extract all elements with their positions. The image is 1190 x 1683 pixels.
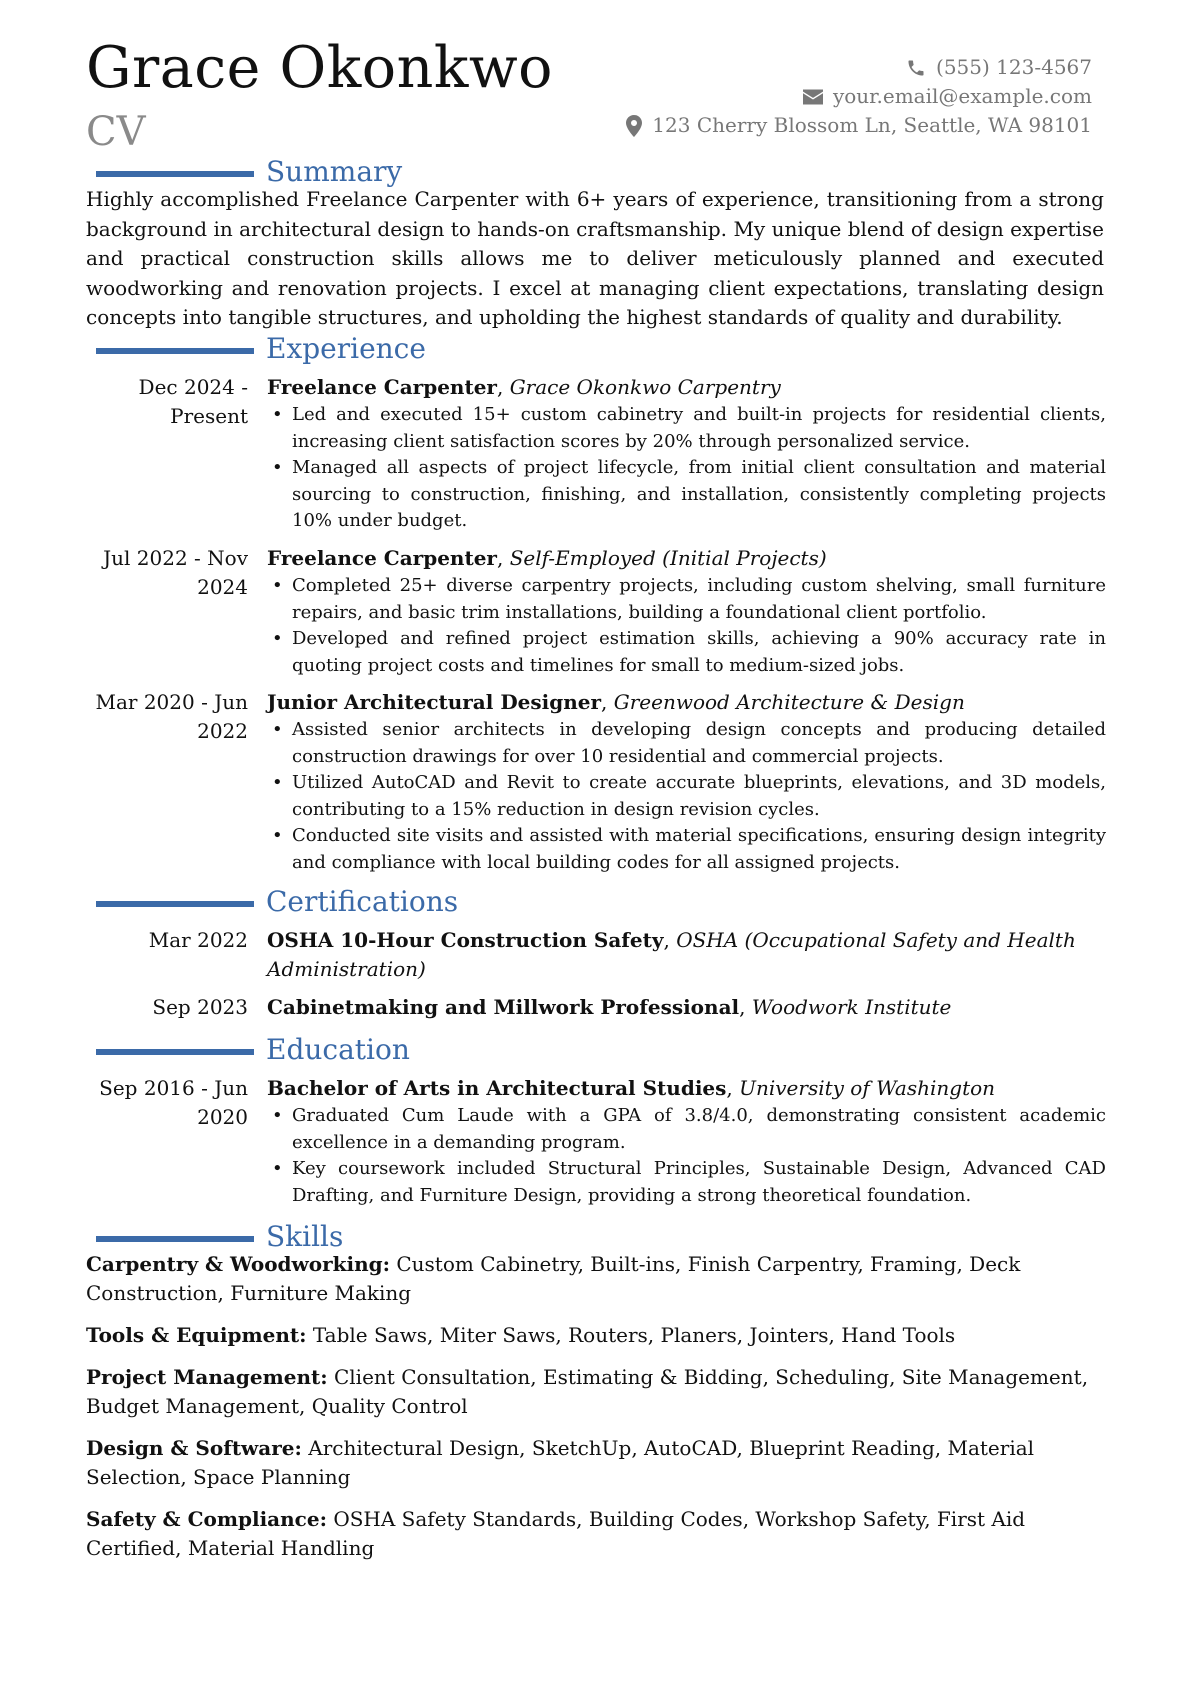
contact-block: [626, 53, 1092, 140]
envelope-icon: [803, 89, 823, 105]
map-pin-icon: [626, 115, 642, 137]
entry-content: [267, 1074, 1106, 1209]
entry-org: Self-Employed (Initial Projects): [509, 546, 827, 570]
contact-email[interactable]: [626, 82, 1092, 111]
entry-title: Freelance Carpenter, Self-Employed (Initial Projects): [267, 546, 827, 570]
bullet-item: • Managed all aspects of project lifecycle, from initial client consultation and material sourcing to construction, finishing, and installation, consistently completing projects 10% under budget.: [267, 455, 1106, 535]
cert-name: Cabinetmaking and Millwork Professional: [267, 995, 740, 1019]
entry-content: [267, 993, 1106, 1022]
bullet-item: • Developed and refined project estimation skills, achieving a 90% accuracy rate in quoting project costs and timelines for small to medium-sized jobs.: [267, 626, 1106, 679]
contact-address: [626, 111, 1092, 140]
entry-title: Junior Architectural Designer, Greenwood Architecture & Design: [267, 690, 965, 714]
entry-date: Sep 2016 - Jun 2020: [99, 1076, 248, 1129]
skill-row: [86, 1321, 1116, 1350]
entry-org: Greenwood Architecture & Design: [613, 690, 965, 714]
entry-content: [267, 373, 1106, 535]
cert-name: OSHA 10-Hour Construction Safety: [267, 928, 664, 952]
skill-row: [86, 1505, 1116, 1563]
bullet-item: • Led and executed 15+ custom cabinetry and built-in projects for residential clients, increasing client satisfaction scores by 20% through personalized service.: [267, 402, 1106, 455]
bullet-item: • Graduated Cum Laude with a GPA of 3.8/4.0, demonstrating consistent academic excellence in a demanding program.: [267, 1103, 1106, 1156]
section-title: Summary: [266, 155, 403, 188]
bullet-item: • Assisted senior architects in developing design concepts and producing detailed construction drawings for over 10 residential and commercial projects.: [267, 717, 1106, 770]
bullet-item: • Utilized AutoCAD and Revit to create accurate blueprints, elevations, and 3D models, contributing to a 15% reduction in design revision cycles.: [267, 770, 1106, 823]
entry-date: Jul 2022 - Nov 2024: [103, 546, 248, 599]
entry-content: [267, 544, 1106, 679]
document-subtitle: CV: [86, 109, 146, 155]
email-text[interactable]: your.email@example.com: [832, 84, 1092, 108]
section-title: Experience: [266, 332, 426, 365]
entry-content: [267, 688, 1106, 876]
candidate-name: Grace Okonkwo: [86, 35, 553, 101]
entry-bullets: [267, 402, 1106, 535]
school-name: University of Washington: [739, 1076, 996, 1100]
section-accent-bar: [96, 348, 254, 354]
skill-value: OSHA Safety Standards, Building Codes, Workshop Safety, First Aid Certified, Material Handling: [86, 1507, 1026, 1560]
entry-title: Freelance Carpenter, Grace Okonkwo Carpentry: [267, 375, 781, 399]
entry-content: [267, 926, 1106, 984]
cert-org: OSHA (Occupational Safety and Health Administration): [267, 928, 1076, 981]
phone-text: (555) 123-4567: [936, 55, 1092, 79]
bullet-item: • Key coursework included Structural Principles, Sustainable Design, Advanced CAD Drafting, and Furniture Design, providing a strong theoretical foundation.: [267, 1156, 1106, 1209]
skill-label: Safety & Compliance:: [86, 1507, 327, 1531]
degree-name: Bachelor of Arts in Architectural Studies: [267, 1076, 727, 1100]
phone-icon: [906, 58, 926, 78]
section-title: Certifications: [266, 885, 459, 918]
contact-phone: [626, 53, 1092, 82]
bullet-item: • Completed 25+ diverse carpentry projects, including custom shelving, small furniture repairs, and basic trim installations, building a foundational client portfolio.: [267, 573, 1106, 626]
entry-date: Mar 2020 - Jun 2022: [95, 690, 248, 743]
entry-date: Sep 2023: [152, 995, 248, 1019]
entry-role: Freelance Carpenter: [267, 375, 497, 399]
skill-value: Custom Cabinetry, Built-ins, Finish Carpentry, Framing, Deck Construction, Furniture Making: [86, 1252, 1021, 1305]
section-accent-bar: [96, 171, 254, 177]
skill-label: Project Management:: [86, 1365, 328, 1389]
section-accent-bar: [96, 901, 254, 907]
skill-row: [86, 1250, 1116, 1308]
section-title: Skills: [266, 1220, 344, 1253]
skill-row: [86, 1363, 1116, 1421]
entry-date: Mar 2022: [148, 928, 248, 952]
entry-date: Dec 2024 - Present: [138, 375, 248, 428]
cert-org: Woodwork Institute: [751, 995, 952, 1019]
entry-role: Junior Architectural Designer: [267, 690, 602, 714]
skill-label: Design & Software:: [86, 1436, 302, 1460]
entry-title: Cabinetmaking and Millwork Professional, Woodwork Institute: [267, 995, 952, 1019]
skill-label: Tools & Equipment:: [86, 1323, 307, 1347]
entry-title: OSHA 10-Hour Construction Safety, OSHA (Occupational Safety and Health Administration): [267, 928, 1076, 981]
skill-value: Architectural Design, SketchUp, AutoCAD, Blueprint Reading, Material Selection, Space Planning: [86, 1436, 1035, 1489]
bullet-item: • Conducted site visits and assisted with material specifications, ensuring design integrity and compliance with local building codes for all assigned projects.: [267, 823, 1106, 876]
address-text: 123 Cherry Blossom Ln, Seattle, WA 98101: [652, 113, 1092, 137]
summary-text: Highly accomplished Freelance Carpenter with 6+ years of experience, transitioning from a strong background in architectural design to hands-on craftsmanship. My unique blend of design expertise and practical construction skills allows me to deliver meticulously planned and executed woodworking and renovation projects. I excel at managing client expectations, translating design concepts into tangible structures, and upholding the highest standards of quality and durability.: [86, 187, 1104, 330]
skill-label: Carpentry & Woodworking:: [86, 1252, 390, 1276]
entry-bullets: [267, 1103, 1106, 1209]
entry-title: Bachelor of Arts in Architectural Studies, University of Washington: [267, 1076, 996, 1100]
entry-org: Grace Okonkwo Carpentry: [509, 375, 781, 399]
entry-role: Freelance Carpenter: [267, 546, 497, 570]
entry-bullets: [267, 573, 1106, 679]
section-accent-bar: [96, 1049, 254, 1055]
skill-value: Table Saws, Miter Saws, Routers, Planers, Jointers, Hand Tools: [312, 1323, 956, 1347]
section-accent-bar: [96, 1236, 254, 1242]
entry-bullets: [267, 717, 1106, 876]
section-title: Education: [266, 1033, 410, 1066]
skill-row: [86, 1434, 1116, 1492]
skill-value: Client Consultation, Estimating & Bidding, Scheduling, Site Management, Budget Management, Quality Control: [86, 1365, 1089, 1418]
